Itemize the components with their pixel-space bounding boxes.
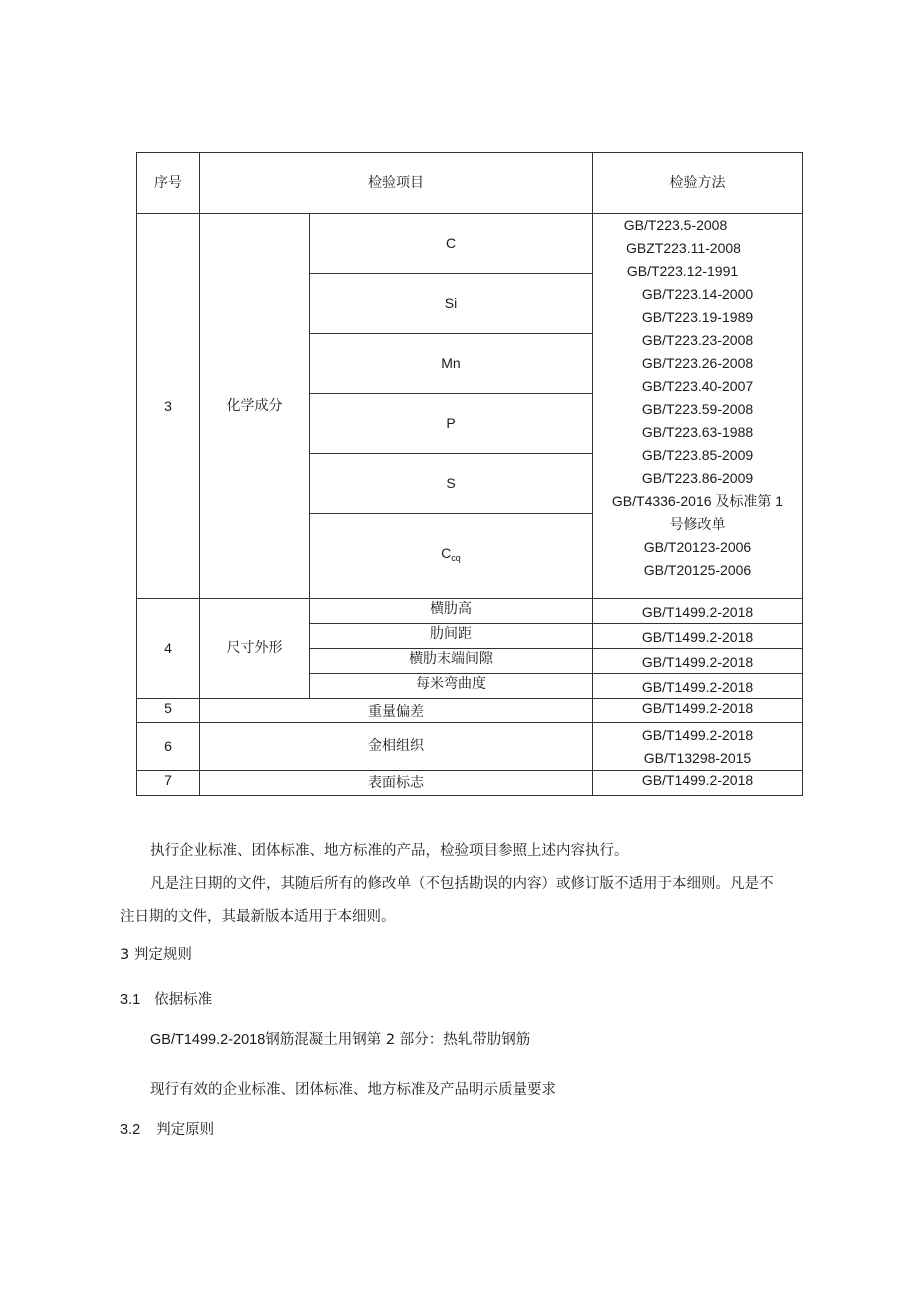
section-heading-3: 3 判定规则 [120,947,192,963]
dim-method: GB/T1499.2-2018 [593,674,803,699]
row5-item: 重量偏差 [200,699,593,723]
section-heading-3-2: 3.2 判定原则 [120,1122,215,1138]
dim-method: GB/T1499.2-2018 [593,599,803,624]
method-line: GB/T20123-2006 [643,539,752,555]
dim-item: 横肋末端间隙 [310,649,593,674]
row3-methods [593,214,803,599]
row4-category: 尺寸外形 [200,599,310,699]
method-line: GB/T223.40-2007 [641,378,754,394]
paragraph-dated-refs-line2: 注日期的文件，其最新版本适用于本细则。 [120,909,396,925]
row6-methods [593,723,803,771]
method-line: GB/T20125-2006 [643,562,752,578]
inspection-table [136,152,803,796]
method-line: GB/T223.19-1989 [641,309,754,325]
dim-method: GB/T1499.2-2018 [593,624,803,649]
table-row [137,599,803,624]
row4-index: 4 [137,599,200,699]
method-line: GB/T223.26-2008 [641,355,754,371]
row3-category: 化学成分 [200,214,310,599]
method-line: GB/T223.63-1988 [641,424,754,440]
dim-item: 肋间距 [310,624,593,649]
method-line: GB/T223.59-2008 [641,401,754,417]
row7-item: 表面标志 [200,771,593,796]
row7-index: 7 [137,771,200,796]
element-s: S [310,454,593,514]
paragraph-dated-refs-line1: 凡是注日期的文件，其随后所有的修改单（不包括勘误的内容）或修订版不适用于本细则。凡是不 [150,876,774,892]
row5-index: 5 [137,699,200,723]
method-line: GB/T13298-2015 [643,749,752,766]
method-line: GB/T223.85-2009 [641,447,754,463]
method-line: GB/T223.5-2008 [623,217,728,233]
method-line: GB/T223.86-2009 [641,470,754,486]
method-line: 号修改单 [669,516,726,532]
element-ceq: $C_{cq}$ [310,514,593,599]
method-line: GB/T223.23-2008 [641,332,754,348]
row7-method: GB/T1499.2-2018 [593,771,803,796]
element-si: Si [310,274,593,334]
dim-item: 每米弯曲度 [310,674,593,699]
dim-method: GB/T1499.2-2018 [593,649,803,674]
row6-item: 金相组织 [200,723,593,771]
method-line: GB/T223.14-2000 [641,286,754,302]
element-p: P [310,394,593,454]
element-mn: Mn [310,334,593,394]
row6-index: 6 [137,723,200,771]
table-row [137,723,803,771]
method-line: GB/T4336-2016 及标准第 1 [611,493,784,509]
row3-index: 3 [137,214,200,599]
method-line: GB/T1499.2-2018 [641,726,754,743]
method-line: GBZT223.11-2008 [626,240,741,256]
element-c: C [310,214,593,274]
table-header-row [137,153,803,214]
row5-method: GB/T1499.2-2018 [593,699,803,723]
dim-item: 横肋高 [310,599,593,624]
paragraph-current-standards: 现行有效的企业标准、团体标准、地方标准及产品明示质量要求 [150,1082,556,1098]
table-row [137,214,803,274]
header-method: 检验方法 [593,153,803,214]
section-heading-3-1: 3.1 依据标准 [120,992,213,1008]
table-row [137,699,803,723]
table-row [137,771,803,796]
header-index: 序号 [137,153,200,214]
standard-reference: GB/T1499.2-2018钢筋混凝土用钢第 2 部分：热轧带肋钢筋 [150,1032,531,1048]
header-item: 检验项目 [200,153,593,214]
paragraph-scope: 执行企业标准、团体标准、地方标准的产品，检验项目参照上述内容执行。 [150,843,629,859]
method-line: GB/T223.12-1991 [626,263,739,279]
